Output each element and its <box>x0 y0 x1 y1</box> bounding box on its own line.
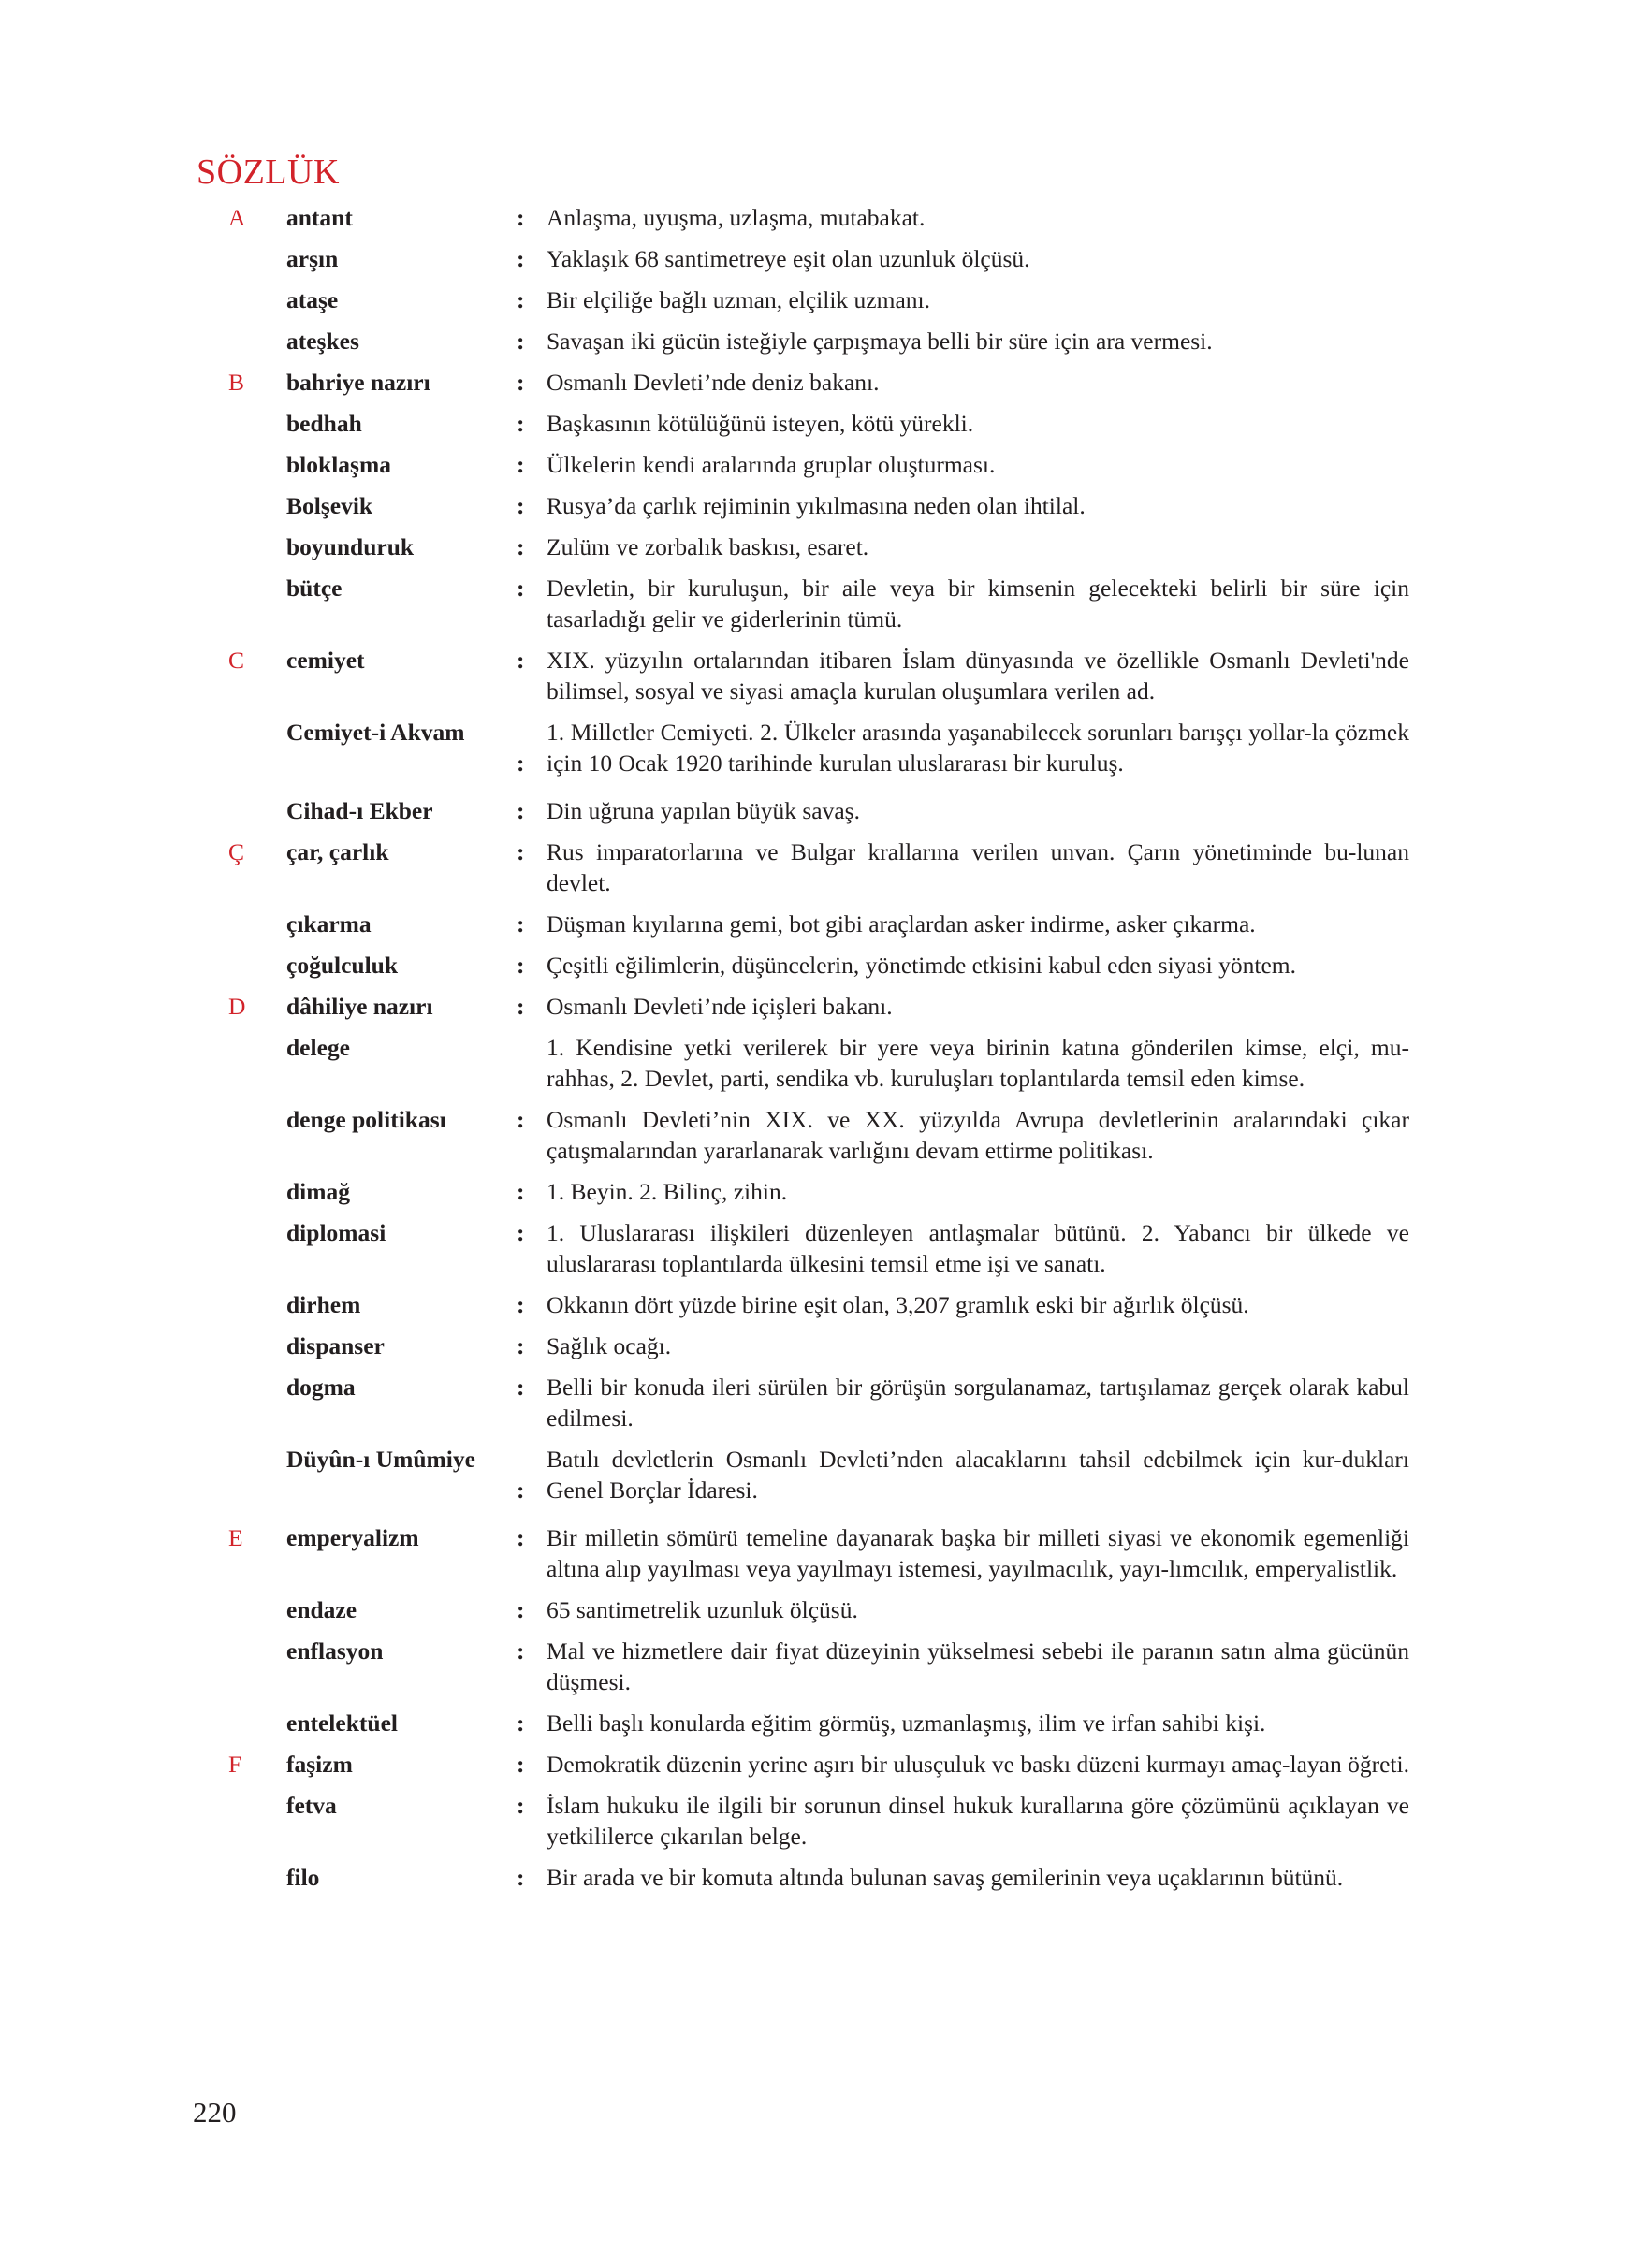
entry-term: cemiyet <box>286 647 365 674</box>
entry-term: Düyûn-ı Umûmiye <box>286 1446 475 1473</box>
entry-definition: Osmanlı Devleti’nde deniz bakanı. <box>547 369 880 396</box>
glossary-entry <box>0 1636 1633 1697</box>
glossary-entry <box>0 284 1633 315</box>
entry-term: dâhiliye nazırı <box>286 993 433 1020</box>
glossary-entry <box>0 531 1633 562</box>
entry-colon: : <box>517 1864 525 1891</box>
entry-colon: : <box>517 1751 525 1778</box>
page-title: SÖZLÜK <box>197 153 340 192</box>
glossary-entry <box>0 1749 1633 1780</box>
entry-term: diplomasi <box>286 1219 386 1246</box>
entry-term: endaze <box>286 1596 357 1623</box>
entry-term: fetva <box>286 1792 337 1819</box>
glossary-entry <box>0 909 1633 939</box>
entry-term: bedhah <box>286 410 362 437</box>
entry-colon: : <box>517 245 525 272</box>
entry-colon: : <box>517 952 525 979</box>
entry-colon: : <box>517 410 525 437</box>
entry-term: dirhem <box>286 1291 361 1318</box>
glossary-entry <box>0 449 1633 480</box>
entry-colon: : <box>517 797 525 824</box>
entry-colon: : <box>517 533 525 560</box>
glossary-entry <box>0 991 1633 1022</box>
entry-colon: : <box>517 1709 525 1737</box>
entry-definition: Zulüm ve zorbalık baskısı, esaret. <box>547 533 869 560</box>
glossary-entry <box>0 795 1633 826</box>
entry-definition: Devletin, bir kuruluşun, bir aile veya bir kimsenin gelecekteki belirli bir süre için tasarladığı gelir ve giderlerinin tümü. <box>547 574 1409 632</box>
entry-colon: : <box>517 574 525 602</box>
entry-definition: 65 santimetrelik uzunluk ölçüsü. <box>547 1596 858 1623</box>
entry-definition: 1. Kendisine yetki verilerek bir yere veya birinin katına gönderilen kimse, elçi, mu-rahhas, 2. Devlet, parti, sendika vb. kuruluşları toplantılarda temsil eden kimse. <box>547 1034 1409 1092</box>
glossary-entry <box>0 1862 1633 1893</box>
entry-definition: Bir elçiliğe bağlı uzman, elçilik uzmanı. <box>547 286 930 313</box>
entry-colon: : <box>517 1178 525 1205</box>
glossary-entry <box>0 326 1633 356</box>
entry-definition: Mal ve hizmetlere dair fiyat düzeyinin yükselmesi sebebi ile paranın satın alma gücünün düşmesi. <box>547 1637 1409 1695</box>
entry-colon: : <box>517 1596 525 1623</box>
glossary-entry <box>0 408 1633 439</box>
entry-definition: Din uğruna yapılan büyük savaş. <box>547 797 860 824</box>
entry-term: ateşkes <box>286 327 359 355</box>
entry-colon: : <box>517 1476 525 1504</box>
entry-definition: Okkanın dört yüzde birine eşit olan, 3,207 gramlık eski bir ağırlık ölçüsü. <box>547 1291 1249 1318</box>
entry-colon: : <box>517 1792 525 1819</box>
entry-colon: : <box>517 327 525 355</box>
entry-term: bütçe <box>286 574 343 602</box>
glossary-entry <box>0 243 1633 274</box>
glossary-entry <box>0 573 1633 634</box>
glossary-entry <box>0 1708 1633 1738</box>
entry-definition: Ülkelerin kendi aralarında gruplar oluşturması. <box>547 451 996 478</box>
entry-term: antant <box>286 204 353 231</box>
section-letter: D <box>228 993 246 1020</box>
entry-term: denge politikası <box>286 1106 446 1133</box>
entry-term: dogma <box>286 1374 356 1401</box>
section-letter: C <box>228 647 245 674</box>
entry-colon: : <box>517 993 525 1020</box>
entry-term: faşizm <box>286 1751 353 1778</box>
entry-definition: Belli başlı konularda eğitim görmüş, uzmanlaşmış, ilim ve irfan sahibi kişi. <box>547 1709 1266 1737</box>
entry-definition: Yaklaşık 68 santimetreye eşit olan uzunluk ölçüsü. <box>547 245 1030 272</box>
glossary-entry <box>0 1522 1633 1584</box>
entry-definition: Belli bir konuda ileri sürülen bir görüşün sorgulanamaz, tartışılamaz gerçek olarak kabul edilmesi. <box>547 1374 1409 1432</box>
section-letter: E <box>228 1524 243 1551</box>
entry-definition: XIX. yüzyılın ortalarından itibaren İslam dünyasında ve özellikle Osmanlı Devleti'nde bilimsel, sosyal ve siyasi amaçla kurulan oluşumlara verilen ad. <box>547 647 1409 705</box>
entry-colon: : <box>517 204 525 231</box>
entry-definition: Rus imparatorlarına ve Bulgar krallarına verilen unvan. Çarın yönetiminde bu-lunan devlet. <box>547 838 1409 896</box>
entry-definition: 1. Uluslararası ilişkileri düzenleyen antlaşmalar bütünü. 2. Yabancı bir ülkede ve uluslararası toplantılarda ülkesini temsil etme işi ve sanatı. <box>547 1219 1409 1277</box>
glossary-entry <box>0 202 1633 233</box>
glossary-entry <box>0 1176 1633 1207</box>
glossary-entry <box>0 1289 1633 1320</box>
entry-term: çar, çarlık <box>286 838 389 865</box>
entry-definition: Osmanlı Devleti’nin XIX. ve XX. yüzyılda Avrupa devletlerinin aralarındaki çıkar çatışmalarından yararlanarak varlığını devam ettirme politikası. <box>547 1106 1409 1164</box>
glossary-entry <box>0 1032 1633 1094</box>
entry-term: filo <box>286 1864 320 1891</box>
entry-term: Cihad-ı Ekber <box>286 797 433 824</box>
entry-term: Bolşevik <box>286 492 373 519</box>
entry-term: arşın <box>286 245 339 272</box>
entry-colon: : <box>517 749 525 777</box>
entry-definition: Savaşan iki gücün isteğiyle çarpışmaya belli bir süre için ara vermesi. <box>547 327 1213 355</box>
entry-definition: Osmanlı Devleti’nde içişleri bakanı. <box>547 993 893 1020</box>
entry-colon: : <box>517 369 525 396</box>
glossary-entry <box>0 1444 1633 1505</box>
entry-term: emperyalizm <box>286 1524 419 1551</box>
glossary-entry <box>0 1372 1633 1433</box>
section-letter: A <box>228 204 246 231</box>
entry-definition: Bir arada ve bir komuta altında bulunan savaş gemilerinin veya uçaklarının bütünü. <box>547 1864 1344 1891</box>
entry-definition: Rusya’da çarlık rejiminin yıkılmasına neden olan ihtilal. <box>547 492 1086 519</box>
entry-definition: 1. Milletler Cemiyeti. 2. Ülkeler arasında yaşanabilecek sorunları barışçı yollar-la çözmek için 10 Ocak 1920 tarihinde kurulan uluslararası bir kuruluş. <box>547 719 1409 777</box>
entry-colon: : <box>517 838 525 865</box>
entry-colon: : <box>517 286 525 313</box>
glossary-entry <box>0 1330 1633 1361</box>
entry-definition: Batılı devletlerin Osmanlı Devleti’nden alacaklarını tahsil edebilmek için kur-dukları Genel Borçlar İdaresi. <box>547 1446 1409 1504</box>
glossary-entry <box>0 1594 1633 1625</box>
glossary-entry <box>0 367 1633 398</box>
entry-term: bloklaşma <box>286 451 391 478</box>
entry-term: dimağ <box>286 1178 351 1205</box>
entry-definition: Demokratik düzenin yerine aşırı bir ulusçuluk ve baskı düzeni kurmayı amaç-layan öğreti. <box>547 1751 1409 1778</box>
glossary-entry <box>0 645 1633 706</box>
entry-colon: : <box>517 910 525 938</box>
entry-definition: Bir milletin sömürü temeline dayanarak başka bir milleti siyasi ve ekonomik egemenliği altına alıp yayılması veya yayılmayı istemesi, yayılmacılık, yayı-lımcılık, emperyalistlik. <box>547 1524 1409 1582</box>
entry-term: enflasyon <box>286 1637 384 1665</box>
glossary-entry <box>0 950 1633 981</box>
glossary-entry <box>0 717 1633 778</box>
entry-term: çoğulculuk <box>286 952 399 979</box>
entry-definition: Sağlık ocağı. <box>547 1332 672 1359</box>
entry-definition: Düşman kıyılarına gemi, bot gibi araçlardan asker indirme, asker çıkarma. <box>547 910 1256 938</box>
glossary-entry <box>0 1217 1633 1279</box>
entry-definition: Anlaşma, uyuşma, uzlaşma, mutabakat. <box>547 204 926 231</box>
section-letter: F <box>228 1751 242 1778</box>
entry-colon: : <box>517 1291 525 1318</box>
entry-definition: 1. Beyin. 2. Bilinç, zihin. <box>547 1178 788 1205</box>
entry-colon: : <box>517 1219 525 1246</box>
entry-term: boyunduruk <box>286 533 415 560</box>
entry-term: bahriye nazırı <box>286 369 430 396</box>
page-number: 220 <box>193 2096 237 2129</box>
entry-colon: : <box>517 1374 525 1401</box>
entry-definition: Çeşitli eğilimlerin, düşüncelerin, yönetimde etkisini kabul eden siyasi yöntem. <box>547 952 1296 979</box>
entry-colon: : <box>517 1637 525 1665</box>
entry-term: Cemiyet-i Akvam <box>286 719 465 746</box>
glossary-entry <box>0 1104 1633 1166</box>
entry-definition: Başkasının kötülüğünü isteyen, kötü yürekli. <box>547 410 974 437</box>
entry-term: dispanser <box>286 1332 385 1359</box>
entry-colon: : <box>517 492 525 519</box>
glossary-entry <box>0 1790 1633 1852</box>
entry-term: çıkarma <box>286 910 372 938</box>
section-letter: Ç <box>228 838 245 865</box>
entry-term: entelektüel <box>286 1709 398 1737</box>
section-letter: B <box>228 369 245 396</box>
glossary-list <box>0 202 1633 1903</box>
entry-term: delege <box>286 1034 350 1061</box>
entry-colon: : <box>517 1524 525 1551</box>
entry-colon: : <box>517 451 525 478</box>
entry-colon: : <box>517 647 525 674</box>
glossary-entry <box>0 490 1633 521</box>
entry-term: ataşe <box>286 286 339 313</box>
entry-colon: : <box>517 1106 525 1133</box>
glossary-entry <box>0 836 1633 898</box>
entry-definition: İslam hukuku ile ilgili bir sorunun dinsel hukuk kurallarına göre çözümünü açıklayan ve yetkililerce çıkarılan belge. <box>547 1792 1409 1850</box>
entry-colon: : <box>517 1332 525 1359</box>
